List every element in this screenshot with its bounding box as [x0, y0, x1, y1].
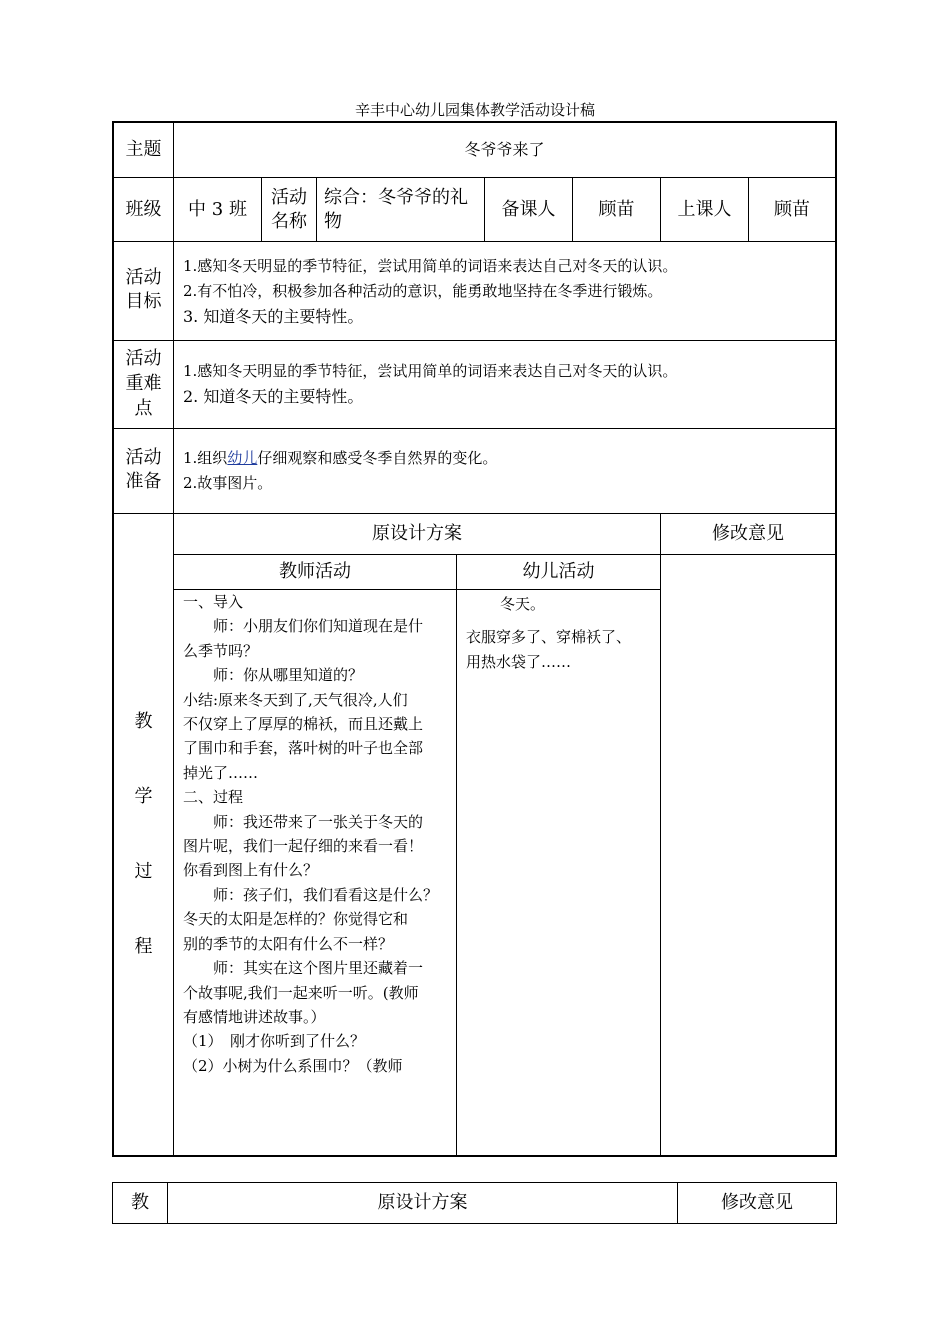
- difficulty-label: 活动 重难 点: [125, 348, 162, 419]
- goals-label: 活动 目标: [125, 267, 162, 312]
- teacher-activity-line: 冬天的太阳是怎样的？你觉得它和: [183, 910, 409, 929]
- goals-content: 1.感知冬天明显的季节特征，尝试用简单的词语来表达自己对冬天的认识。 2.有不怕冷，积极参加各种活动的意识，能勇敢地坚持在冬季进行锻炼。 3. 知道冬天的主要特性。: [183, 257, 678, 326]
- teacher-activity-line: （1） 刚才你听到了什么？: [183, 1032, 366, 1051]
- teacher-activity-line: 掉光了……: [183, 763, 259, 782]
- teacher-activity-line: 图片呢，我们一起仔细的来看一看！: [183, 837, 424, 856]
- class-value: 中 3 班: [188, 198, 247, 220]
- activity-name-label: 活动 名称: [271, 187, 307, 232]
- prep-value: 顾苗: [598, 198, 635, 220]
- original-plan-header: 原设计方案: [372, 523, 462, 544]
- class-label: 班级: [125, 198, 162, 220]
- preparation-label: 活动 准备: [125, 447, 162, 492]
- teacher-activity-line: 一、导入: [183, 593, 244, 611]
- teacher-activity-line: 个故事呢,我们一起来听一听。(教师: [183, 983, 419, 1002]
- topic-label: 主题: [125, 139, 162, 160]
- teacher-activity-line: 你看到图上有什么？: [183, 861, 319, 880]
- teacher-activity-line: 了围巾和手套，落叶树的叶子也全部: [183, 739, 424, 758]
- teacher-activity-line: 师：孩子们，我们看看这是什么？: [183, 885, 439, 904]
- teacher-activity-line: 有感情地讲述故事。）: [183, 1007, 326, 1026]
- revision-header: 修改意见: [712, 523, 784, 544]
- second-table-label: 教: [131, 1192, 149, 1213]
- teacher-activity-line: 师：小朋友们你们知道现在是什: [183, 617, 424, 636]
- teacher-activity-line: 么季节吗？: [183, 641, 259, 660]
- teacher-activity-header: 教师活动: [279, 561, 351, 582]
- second-revision-header: 修改意见: [721, 1192, 793, 1213]
- child-activity-header: 幼儿活动: [522, 561, 595, 582]
- teacher-activity-line: 小结:原来冬天到了,天气很冷,人们: [183, 690, 408, 709]
- preparation-line-1: 1.组织幼儿仔细观察和感受冬季自然界的变化。: [183, 449, 498, 467]
- teacher-activity-line: 师：其实在这个图片里还藏着一: [183, 959, 424, 978]
- teacher-activity-line: 不仅穿上了厚厚的棉袄，而且还戴上: [183, 715, 424, 734]
- prep-label: 备课人: [501, 198, 556, 220]
- preparation-content: 1.组织幼儿仔细观察和感受冬季自然界的变化。 2.故事图片。: [183, 446, 833, 496]
- page-title: 辛丰中心幼儿园集体教学活动设计稿: [354, 101, 595, 119]
- process-label: 教 学 过 程: [134, 711, 153, 957]
- child-activity-first: 冬天。: [500, 595, 546, 613]
- teacher-label: 上课人: [677, 198, 732, 220]
- teacher-activity-line: 别的季节的太阳有什么不一样？: [183, 934, 394, 953]
- child-link[interactable]: 幼儿: [227, 449, 258, 467]
- teacher-activity-line: 师：我还带来了一张关于冬天的: [183, 812, 424, 831]
- teacher-activity-line: （2）小树为什么系围巾？（教师: [183, 1056, 403, 1075]
- teacher-activity-line: 师：你从哪里知道的？: [183, 666, 364, 685]
- difficulty-content: 1.感知冬天明显的季节特征，尝试用简单的词语来表达自己对冬天的认识。 2. 知道冬天的主要特性。: [183, 362, 678, 406]
- teacher-value: 顾苗: [774, 198, 810, 220]
- teacher-activity-content: [183, 590, 455, 1078]
- child-activity-content: 衣服穿多了、穿棉袄了、 用热水袋了……: [466, 628, 632, 671]
- teacher-activity-line: 二、过程: [183, 788, 244, 807]
- activity-name-value: 综合：冬爷爷的礼 物: [324, 187, 468, 232]
- second-original-plan-header: 原设计方案: [377, 1192, 468, 1213]
- topic-value: 冬爷爷来了: [464, 140, 545, 159]
